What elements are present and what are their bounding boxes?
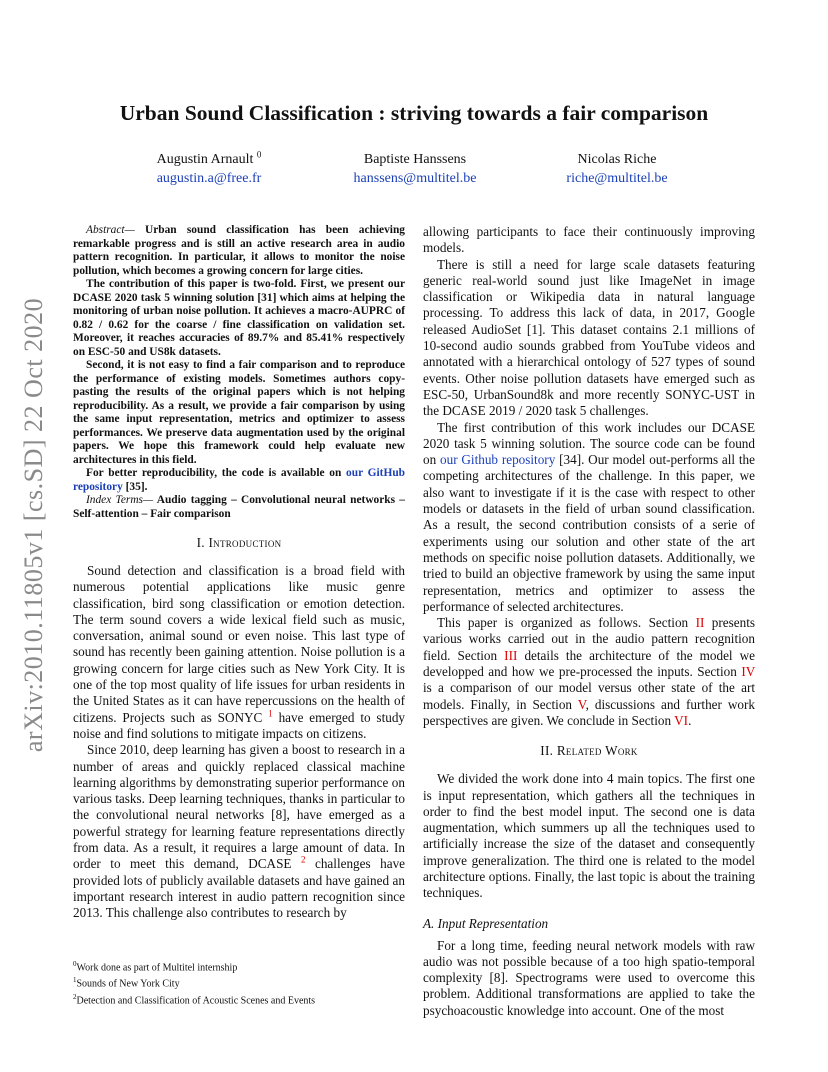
footnote: $^0$Work done as part of Multitel internship bbox=[73, 960, 238, 974]
index-terms-label: Index Terms bbox=[86, 494, 143, 506]
footnotes bbox=[73, 958, 405, 1007]
body-paragraph: Sound detection and classification is a broad field with numerous potential applications like music genre classification, bird song classification or emotion detection. The term sound covers a wide lexical field such as music, conversation, animal sound or even noise. This last type of sound has recently been gaining attention. Noise pollution is a growing concern for large cities such as New York City. It is one of the top most quality of life issues for urban residents in the United States as it can have repercussions on the health of citizens. Projects such as SONYC $^1$ have emerged to study noise and find solutions to mitigate impacts on citizens. bbox=[73, 563, 406, 741]
abstract-text: For better reproducibility, the code is available on bbox=[86, 467, 342, 479]
section-ref[interactable]: V bbox=[577, 696, 586, 712]
intro-body-continued bbox=[423, 224, 755, 729]
section-ref[interactable]: VI bbox=[674, 712, 689, 728]
body-paragraph: allowing participants to face their continuously improving models. bbox=[423, 224, 755, 256]
body-paragraph: There is still a need for large scale datasets featuring generic real-world sound just like ImageNet in image classification or Wikipedia data in natural language processing. To address this lack of data, in 2017, Google released AudioSet [1]. This dataset contains 2.1 millions of 10-second audio sounds grabbed from YouTube videos and annotated with a hierarchical ontology of 527 types of sound events. Other noise pollution datasets have emerged such as ESC-50, UrbanSound8k and more recently SONYC-UST in the DCASE 2019 / 2020 task 5 challenges. bbox=[423, 256, 755, 419]
body-paragraph: We divided the work done into 4 main topics. The first one is input representation, which gathers all the techniques in order to find the best model input. The second one is data augmentation, which summers up all the techniques used to artificially increase the size of the dataset and consequently improve generalization. The third one is related to the model architecture options. Finally, the last topic is about the training techniques. bbox=[423, 771, 755, 901]
author-name: Augustin Arnault bbox=[156, 152, 254, 167]
abstract-text: Urban sound classification has been achieving remarkable progress and is still an active research area in audio pattern recognition. In particular, it allows to monitor the noise pollution, which becomes a growing concern for large cities. bbox=[73, 224, 405, 277]
paper-title: Urban Sound Classification : striving towards a fair comparison bbox=[119, 101, 709, 125]
author-2 bbox=[305, 150, 525, 188]
author-email[interactable]: hanssens@multitel.be bbox=[353, 171, 477, 186]
section-heading: I. Introduction bbox=[196, 535, 282, 550]
section-ref[interactable]: IV bbox=[741, 664, 755, 680]
author-1 bbox=[99, 150, 319, 188]
footnote-ref[interactable]: 1 bbox=[268, 708, 273, 719]
related-work-body bbox=[423, 771, 755, 1019]
author-name: Nicolas Riche bbox=[577, 152, 657, 167]
github-link[interactable]: our Github repository bbox=[440, 452, 556, 468]
author-3 bbox=[507, 150, 727, 188]
author-footnote-mark: 0 bbox=[256, 149, 262, 160]
abstract-paragraph: Abstract— Urban sound classification has been achieving remarkable progress and is still an active research area in audio pattern recognition. In particular, it allows to monitor the noise pollution, which becomes a growing concern for large cities. bbox=[73, 224, 405, 277]
abstract bbox=[73, 224, 405, 521]
right-column bbox=[423, 224, 755, 1019]
author-email[interactable]: riche@multitel.be bbox=[566, 171, 668, 186]
section-ref[interactable]: III bbox=[504, 647, 518, 663]
abstract-label: Abstract bbox=[86, 224, 125, 236]
section-heading: II. Related Work bbox=[540, 743, 638, 759]
body-paragraph: The first contribution of this work includes our DCASE 2020 task 5 winning solution. The source code can be found on our Github repository [34]. Our model out-performs all the competing architectures of the challenge. In this paper, we also want to investigate if it is the case with respect to other models or datasets in the field of urban sound classification. As a result, the second contribution consists of a serie of experiments using our solution and other state of the art methods on specific noise pollution datasets. Additionally, we tried to build an objective framework by using the same input representation, metrics and optimizer to assess the performance of selected architectures. bbox=[423, 419, 756, 614]
intro-body bbox=[73, 563, 405, 922]
left-column bbox=[73, 224, 405, 922]
footnote: $^1$Sounds of New York City bbox=[73, 976, 180, 990]
footnote: $^2$Detection and Classification of Acoustic Scenes and Events bbox=[73, 992, 316, 1006]
abstract-paragraph: Second, it is not easy to find a fair comparison and to reproduce the performance of existing models. Sometimes authors copy-pasting the results of the original papers which is not helping reproducibility. As a result, we provide a fair comparison by using the same input representation, metrics and optimizer to assess performances. We preserve data augmentation used by the original papers. We hope this framework could help evaluate new architectures in this field. bbox=[73, 359, 405, 466]
body-paragraph: For a long time, feeding neural network models with raw audio was not possible because of a too high spatio-temporal complexity [8]. Spectrograms were used to overcome this problem. Additional transformations are applied to take the psychoacoustic knowledge into account. One of the most bbox=[423, 937, 755, 1018]
arxiv-id: arXiv:2010.11805v1 [cs.SD] 22 Oct 2020 bbox=[19, 297, 48, 753]
body-paragraph: This paper is organized as follows. Section II presents various works carried out in the audio pattern recognition field. Section III details the architecture of the model we developped and how we pre-processed the inputs. Section IV is a comparison of our model versus other state of the art models. Finally, in Section V, discussions and further work perspectives are given. We conclude in Section VI. bbox=[423, 615, 756, 728]
subsection-heading: A. Input Representation bbox=[423, 915, 549, 931]
author-email[interactable]: augustin.a@free.fr bbox=[156, 171, 262, 186]
index-terms: Index Terms— Audio tagging – Convolutional neural networks – Self-attention – Fair comparison bbox=[73, 494, 405, 520]
body-paragraph: Since 2010, deep learning has given a boost to research in a number of areas and quickly replaced classical machine learning algorithms by demonstrating superior performance on various tasks. Deep learning techniques, thanks in particular to the convolutional neural networks [8], have emerged as a powerful strategy for learning feature representations directly from data. As a result, it requires a large amount of data. In order to meet this demand, DCASE $^2$ challenges have provided lots of publicly available datasets and have gained an important research interest in audio pattern recognition since 2013. This challenge also contributes to research by bbox=[73, 742, 406, 921]
arxiv-sidebar-stamp bbox=[14, 290, 54, 760]
index-terms-text: Audio tagging – Convolutional neural networks – Self-attention – Fair comparison bbox=[73, 494, 405, 520]
abstract-paragraph bbox=[73, 467, 405, 494]
author-name: Baptiste Hanssens bbox=[363, 152, 467, 167]
github-link[interactable]: our GitHub repository bbox=[73, 467, 406, 493]
abstract-text: [35]. bbox=[125, 480, 148, 493]
footnote-ref[interactable]: 2 bbox=[300, 854, 306, 865]
section-ref[interactable]: II bbox=[695, 615, 705, 631]
abstract-paragraph: The contribution of this paper is two-fold. First, we present our DCASE 2020 task 5 winning solution [31] which aims at helping the monitoring of urban noise pollution. It achieves a macro-AUPRC of 0.82 / 0.62 for the coarse / fine classification on validation set. Moreover, it reaches accuracies of 89.7% and 85.41% respectively on ESC-50 and US8k datasets. bbox=[73, 278, 405, 358]
